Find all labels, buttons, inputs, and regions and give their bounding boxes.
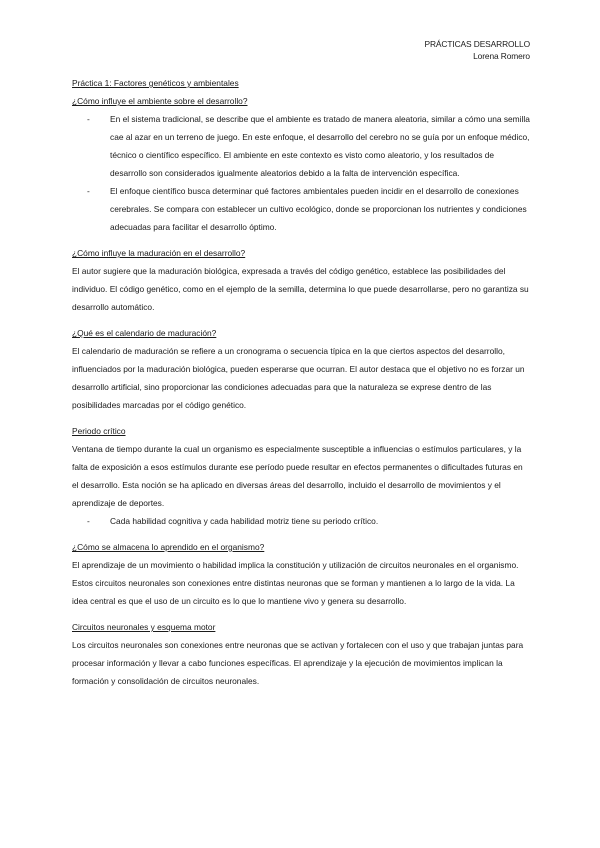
section-heading-calendario: ¿Qué es el calendario de maduración? bbox=[72, 328, 217, 338]
bullet-list-ambiente bbox=[72, 110, 530, 236]
section-heading-almacenamiento: ¿Cómo se almacena lo aprendido en el organismo? bbox=[72, 542, 265, 552]
paragraph-almacenamiento: El aprendizaje de un movimiento o habilidad implica la constitución y utilización de circuitos neuronales en el organismo. Estos circuitos neuronales son conexiones entre distintas neuronas que se forman y mantienen a lo largo de la vida. La idea central es que el uso de un circuito es lo que lo mantiene vivo y genera su desarrollo. bbox=[72, 560, 519, 606]
page-header bbox=[424, 38, 530, 62]
section-heading-maduracion: ¿Cómo influye la maduración en el desarrollo? bbox=[72, 248, 246, 258]
header-author: Lorena Romero bbox=[473, 51, 530, 61]
paragraph-maduracion: El autor sugiere que la maduración biológica, expresada a través del código genético, establece las posibilidades del individuo. El código genético, como en el ejemplo de la semilla, determina lo que puede desarrollarse, pero no garantiza su desarrollo automático. bbox=[72, 266, 529, 312]
list-item: - Cada habilidad cognitiva y cada habilidad motriz tiene su periodo crítico. bbox=[110, 512, 530, 530]
list-item: - El enfoque científico busca determinar qué factores ambientales pueden incidir en el desarrollo de conexiones cerebrales. Se compara con establecer un cultivo ecológico, donde se proporcionan los nutrientes y condiciones adecuadas para facilitar el desarrollo óptimo. bbox=[110, 182, 530, 236]
practice-title: Práctica 1: Factores genéticos y ambientales bbox=[72, 78, 239, 88]
document-body bbox=[72, 74, 530, 690]
paragraph-periodo-critico: Ventana de tiempo durante la cual un organismo es especialmente susceptible a influencias o estímulos particulares, y la falta de exposición a esos estímulos durante ese período puede resultar en efectos permanentes o dificultades futuras en el desarrollo. Esta noción se ha aplicado en diversas áreas del desarrollo, incluido el desarrollo de movimientos y el aprendizaje de deportes. bbox=[72, 444, 523, 508]
header-course: PRÁCTICAS DESARROLLO bbox=[424, 39, 530, 49]
bullet-list-periodo-critico bbox=[72, 512, 530, 530]
section-heading-ambiente: ¿Cómo influye el ambiente sobre el desarrollo? bbox=[72, 96, 248, 106]
paragraph-circuitos: Los circuitos neuronales son conexiones entre neuronas que se activan y fortalecen con el uso y que trabajan juntas para procesar información y llevar a cabo funciones específicas. El aprendizaje y la ejecución de movimientos implican la formación y consolidación de circuitos neuronales. bbox=[72, 640, 524, 686]
list-item: - En el sistema tradicional, se describe que el ambiente es tratado de manera aleatoria, similar a cómo una semilla cae al azar en un terreno de juego. En este enfoque, el desarrollo del cerebro no se guía por un enfoque médico, técnico o científico específico. El ambiente en este contexto es visto como aleatorio, y los resultados de desarrollo son considerados igualmente aleatorios debido a la falta de intervención específica. bbox=[110, 110, 530, 182]
section-heading-circuitos: Circuitos neuronales y esquema motor bbox=[72, 622, 216, 632]
paragraph-calendario: El calendario de maduración se refiere a un cronograma o secuencia típica en la que ciertos aspectos del desarrollo, influenciados por la maduración biológica, pueden esperarse que ocurran. El autor destaca que el objetivo no es forzar un desarrollo artificial, sino proporcionar las condiciones adecuadas para que la naturaleza se exprese dentro de las posibilidades marcadas por el código genético. bbox=[72, 346, 525, 410]
section-heading-periodo-critico: Periodo crítico bbox=[72, 426, 126, 436]
